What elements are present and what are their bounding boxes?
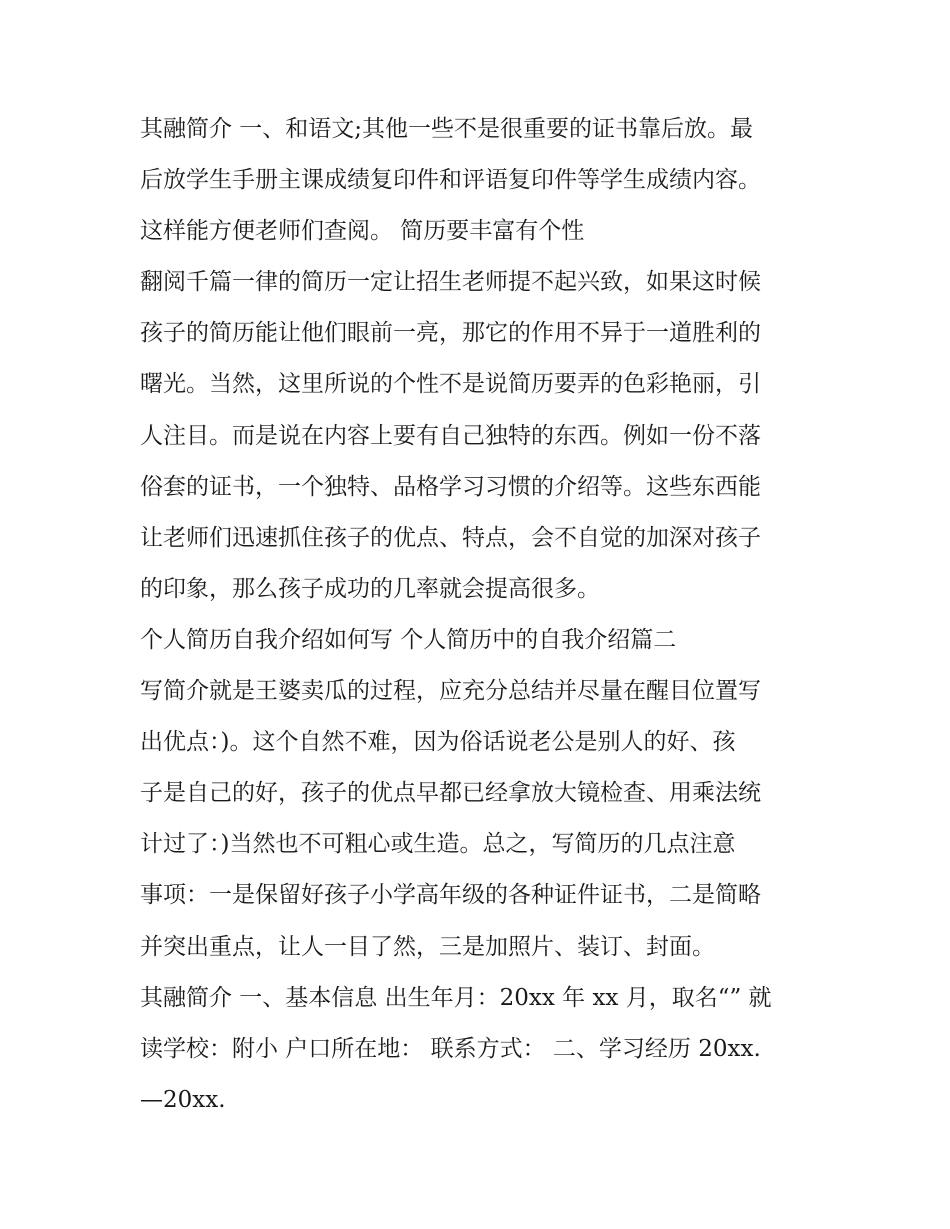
text-line: 写简介就是王婆卖瓜的过程，应充分总结并尽量在醒目位置写: [140, 678, 761, 705]
text-line: 这样能方便老师们查阅。 简历要丰富有个性: [140, 218, 585, 245]
document-body: [140, 104, 820, 1126]
text-line: 其融简介 一、基本信息 出生年月：20xx 年 xx 月，取名“” 就: [140, 984, 772, 1011]
text-line: 翻阅千篇一律的简历一定让招生老师提不起兴致，如果这时候: [140, 269, 761, 296]
text-line: 人注目。而是说在内容上要有自己独特的东西。例如一份不落: [140, 422, 761, 449]
text-line: 曙光。当然，这里所说的个性不是说简历要弄的色彩艳丽，引: [140, 371, 761, 398]
text-line: 其融简介 一、和语文;其他一些不是很重要的证书靠后放。最: [140, 116, 754, 142]
text-line: 子是自己的好，孩子的优点早都已经拿放大镜检查、用乘法统: [140, 780, 761, 807]
text-line: 出优点：)。这个自然不难，因为俗话说老公是别人的好、孩: [140, 729, 736, 756]
text-line: 读学校：附小 户口所在地： 联系方式： 二、学习经历 20xx.: [140, 1035, 761, 1062]
text-line: 让老师们迅速抓住孩子的优点、特点，会不自觉的加深对孩子: [140, 524, 761, 551]
text-line: 个人简历自我介绍如何写 个人简历中的自我介绍篇二: [140, 626, 677, 653]
text-line: 事项：一是保留好孩子小学高年级的各种证件证书，二是简略: [140, 882, 761, 909]
text-line: 并突出重点，让人一目了然，三是加照片、装订、封面。: [140, 933, 715, 960]
text-line: —20xx.: [140, 1086, 226, 1113]
text-line: 的印象，那么孩子成功的几率就会提高很多。: [140, 575, 600, 602]
text-line: 俗套的证书，一个独特、品格学习习惯的介绍等。这些东西能: [140, 473, 761, 500]
text-line: 计过了：)当然也不可粗心或生造。总之，写简历的几点注意: [140, 831, 736, 858]
text-line: 后放学生手册主课成绩复印件和评语复印件等学生成绩内容。: [140, 167, 761, 194]
text-line: 孩子的简历能让他们眼前一亮，那它的作用不异于一道胜利的: [140, 320, 761, 347]
